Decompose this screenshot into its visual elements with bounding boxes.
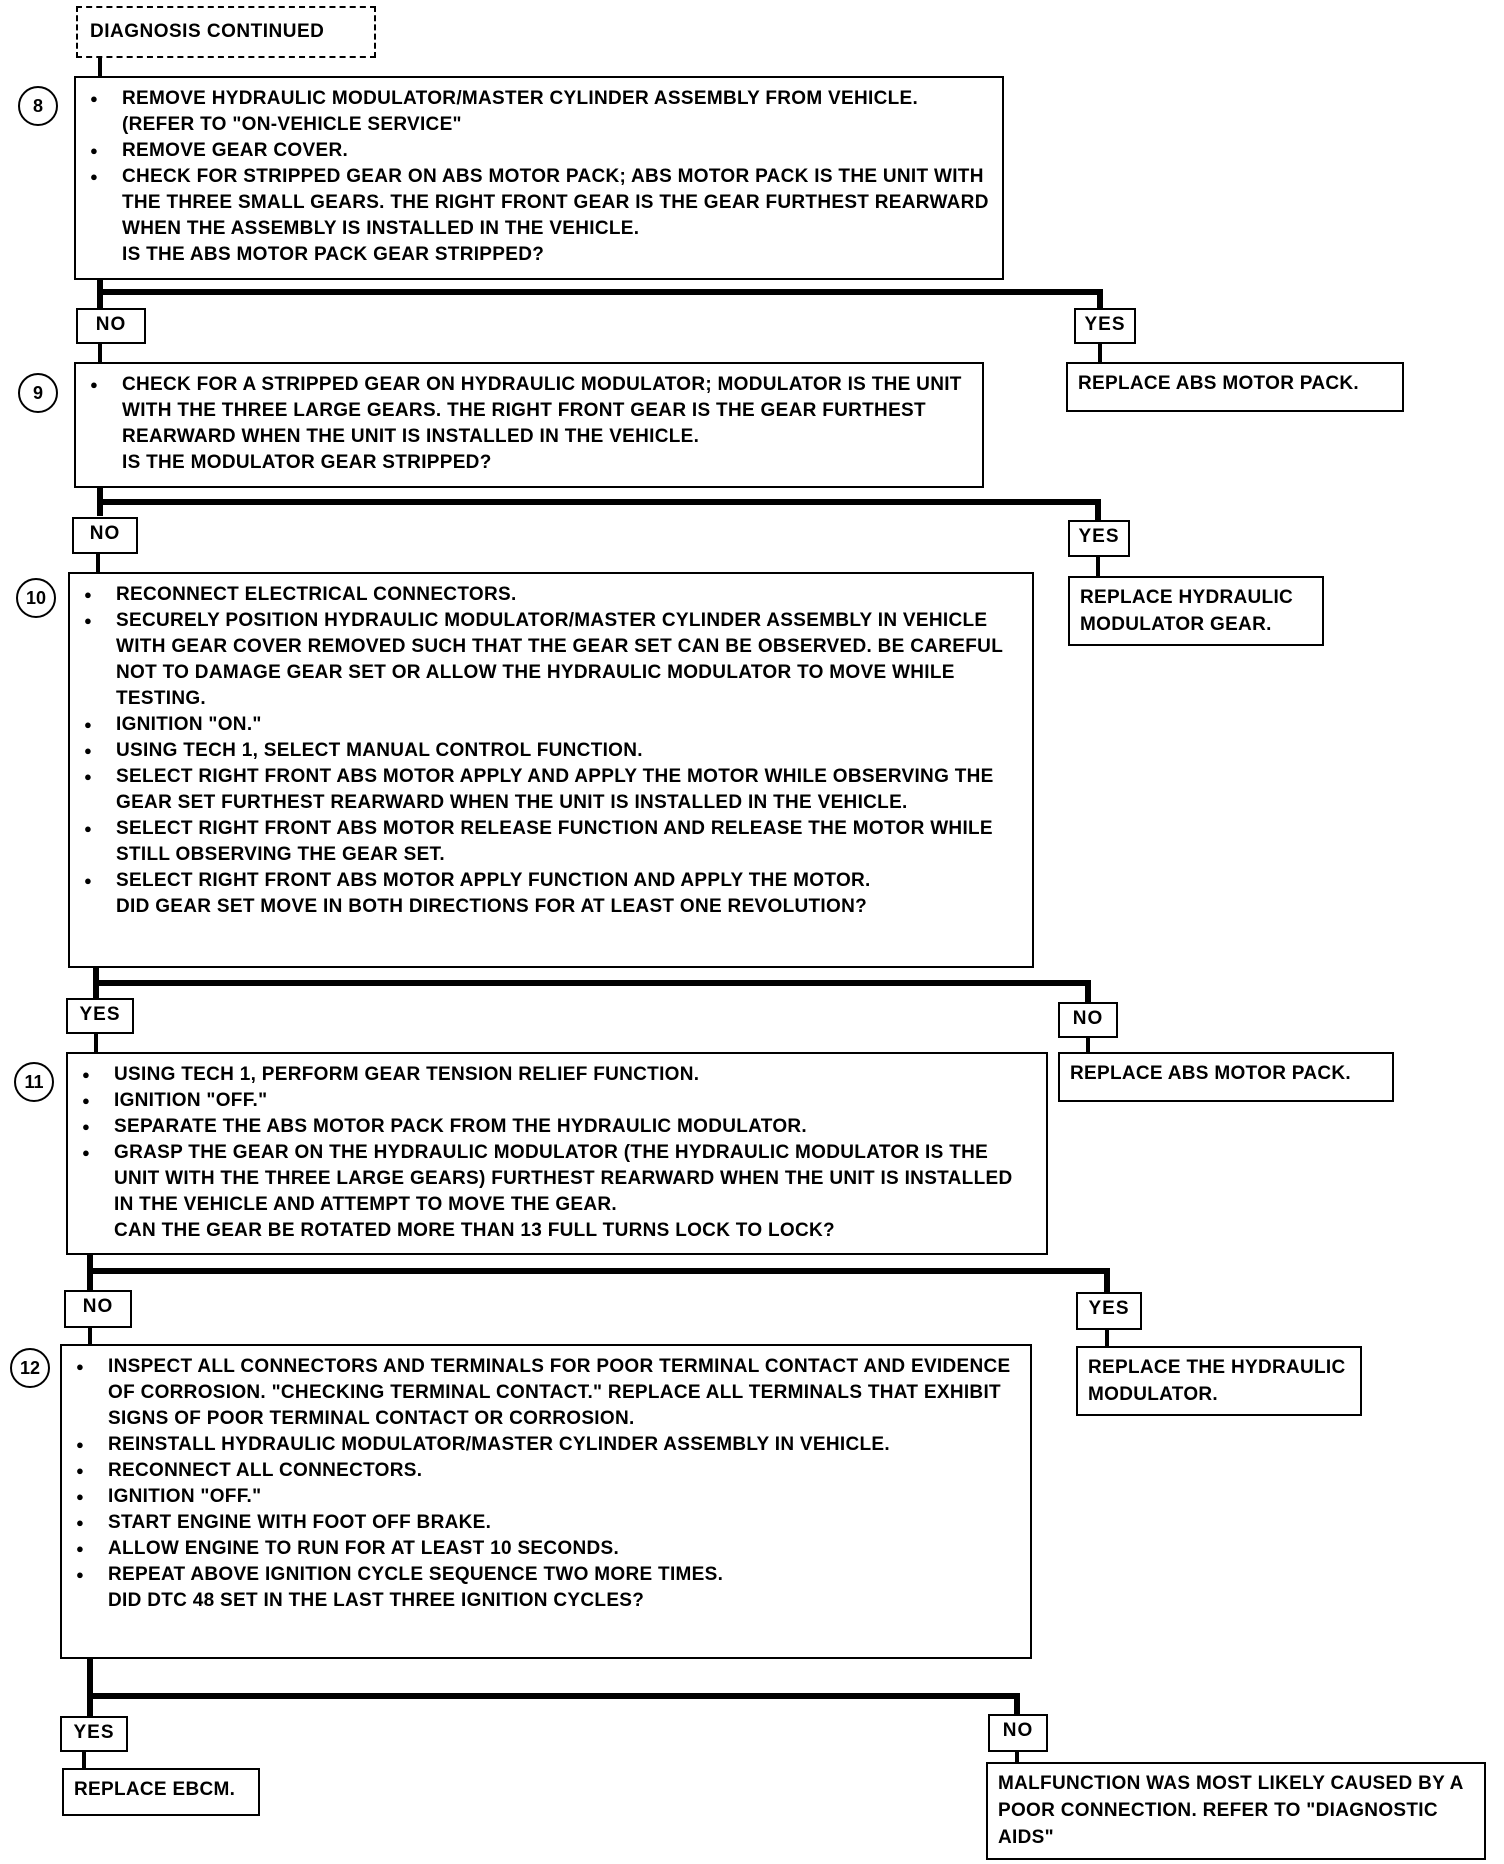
step-8-question: IS THE ABS MOTOR PACK GEAR STRIPPED? — [122, 244, 545, 265]
step-10-bullet: ● SELECT RIGHT FRONT ABS MOTOR APPLY FUNCTION AND APPLY THE MOTOR. — [80, 868, 1022, 894]
step-11-bullet: ● USING TECH 1, PERFORM GEAR TENSION RELIEF FUNCTION. — [78, 1062, 1036, 1088]
step-12-bullet: ● RECONNECT ALL CONNECTORS. — [72, 1458, 1020, 1484]
step-11-question: CAN THE GEAR BE ROTATED MORE THAN 13 FULL TURNS LOCK TO LOCK? — [114, 1220, 835, 1241]
step-10-bullet: ● SELECT RIGHT FRONT ABS MOTOR APPLY AND APPLY THE MOTOR WHILE OBSERVING THE GEAR SET FURTHEST REARWARD WHEN THE UNIT IS INSTALLED IN THE VEHICLE. — [80, 764, 1022, 816]
step-12-no-label: NO — [988, 1714, 1048, 1752]
step-12-bullet: ● REPEAT ABOVE IGNITION CYCLE SEQUENCE TWO MORE TIMES. — [72, 1562, 1020, 1588]
step-12-number: 12 — [10, 1348, 50, 1388]
step-9-number: 9 — [18, 373, 58, 413]
diagnosis-continued-header: DIAGNOSIS CONTINUED — [76, 6, 376, 58]
step-10-bullet: ● RECONNECT ELECTRICAL CONNECTORS. — [80, 582, 1022, 608]
step-10-bullet: ● USING TECH 1, SELECT MANUAL CONTROL FUNCTION. — [80, 738, 1022, 764]
step-9-yes-result: REPLACE HYDRAULIC MODULATOR GEAR. — [1068, 576, 1324, 646]
step-8-yes-label: YES — [1074, 308, 1136, 344]
step-9-bullet: ● CHECK FOR A STRIPPED GEAR ON HYDRAULIC MODULATOR; MODULATOR IS THE UNIT WITH THE THREE LARGE GEARS. THE RIGHT FRONT GEAR IS THE GEAR FURTHEST REARWARD WHEN THE UNIT IS INSTALLED IN THE VEHICLE. — [86, 372, 972, 450]
step-10-question: DID GEAR SET MOVE IN BOTH DIRECTIONS FOR AT LEAST ONE REVOLUTION? — [116, 896, 868, 917]
step-10-bullet: ● SELECT RIGHT FRONT ABS MOTOR RELEASE FUNCTION AND RELEASE THE MOTOR WHILE STILL OBSERVING THE GEAR SET. — [80, 816, 1022, 868]
step-11-box — [66, 1052, 1048, 1255]
step-9-no-label: NO — [72, 517, 138, 554]
step-12-yes-result: REPLACE EBCM. — [62, 1768, 260, 1816]
step-12-bullet: ● ALLOW ENGINE TO RUN FOR AT LEAST 10 SECONDS. — [72, 1536, 1020, 1562]
step-8-no-label: NO — [76, 308, 146, 344]
step-8-bullet: ● REMOVE GEAR COVER. — [86, 138, 992, 164]
step-12-bullet: ● START ENGINE WITH FOOT OFF BRAKE. — [72, 1510, 1020, 1536]
step-8-box — [74, 76, 1004, 280]
step-11-number: 11 — [14, 1062, 54, 1102]
step-9-box — [74, 362, 984, 488]
step-11-bullet: ● IGNITION "OFF." — [78, 1088, 1036, 1114]
step-10-number: 10 — [16, 578, 56, 618]
step-12-no-result: MALFUNCTION WAS MOST LIKELY CAUSED BY A POOR CONNECTION. REFER TO "DIAGNOSTIC AIDS" — [986, 1762, 1486, 1860]
step-11-no-label: NO — [64, 1290, 132, 1328]
step-12-box — [60, 1344, 1032, 1659]
step-12-question: DID DTC 48 SET IN THE LAST THREE IGNITION CYCLES? — [108, 1590, 645, 1611]
step-9-yes-label: YES — [1068, 520, 1130, 557]
step-11-yes-label: YES — [1076, 1292, 1142, 1330]
step-11-bullet: ● GRASP THE GEAR ON THE HYDRAULIC MODULATOR (THE HYDRAULIC MODULATOR IS THE UNIT WITH THE THREE LARGE GEARS) FURTHEST REARWARD WHEN THE UNIT IS INSTALLED IN THE VEHICLE AND ATTEMPT TO MOVE THE GEAR. — [78, 1140, 1036, 1218]
step-11-yes-result: REPLACE THE HYDRAULIC MODULATOR. — [1076, 1346, 1362, 1416]
step-12-bullet: ● REINSTALL HYDRAULIC MODULATOR/MASTER CYLINDER ASSEMBLY IN VEHICLE. — [72, 1432, 1020, 1458]
step-12-yes-label: YES — [60, 1716, 128, 1752]
step-11-bullet: ● SEPARATE THE ABS MOTOR PACK FROM THE HYDRAULIC MODULATOR. — [78, 1114, 1036, 1140]
step-8-bullet: ● REMOVE HYDRAULIC MODULATOR/MASTER CYLINDER ASSEMBLY FROM VEHICLE. (REFER TO "ON-VEHICLE SERVICE" — [86, 86, 992, 138]
step-12-bullet: ● IGNITION "OFF." — [72, 1484, 1020, 1510]
step-8-number: 8 — [18, 86, 58, 126]
step-10-bullet: ● SECURELY POSITION HYDRAULIC MODULATOR/MASTER CYLINDER ASSEMBLY IN VEHICLE WITH GEAR COVER REMOVED SUCH THAT THE GEAR SET CAN BE OBSERVED. BE CAREFUL NOT TO DAMAGE GEAR SET OR ALLOW THE HYDRAULIC MODULATOR TO MOVE WHILE TESTING. — [80, 608, 1022, 712]
step-8-yes-result: REPLACE ABS MOTOR PACK. — [1066, 362, 1404, 412]
step-10-no-label: NO — [1058, 1002, 1118, 1038]
step-10-no-result: REPLACE ABS MOTOR PACK. — [1058, 1052, 1394, 1102]
step-10-box — [68, 572, 1034, 968]
step-8-bullet: ● CHECK FOR STRIPPED GEAR ON ABS MOTOR PACK; ABS MOTOR PACK IS THE UNIT WITH THE THREE SMALL GEARS. THE RIGHT FRONT GEAR IS THE GEAR FURTHEST REARWARD WHEN THE ASSEMBLY IS INSTALLED IN THE VEHICLE. — [86, 164, 992, 242]
step-10-bullet: ● IGNITION "ON." — [80, 712, 1022, 738]
step-9-question: IS THE MODULATOR GEAR STRIPPED? — [122, 452, 492, 473]
step-12-bullet: ● INSPECT ALL CONNECTORS AND TERMINALS FOR POOR TERMINAL CONTACT AND EVIDENCE OF CORROSION. "CHECKING TERMINAL CONTACT." REPLACE ALL TERMINALS THAT EXHIBIT SIGNS OF POOR TERMINAL CONTACT OR CORROSION. — [72, 1354, 1020, 1432]
step-10-yes-label: YES — [66, 998, 134, 1034]
